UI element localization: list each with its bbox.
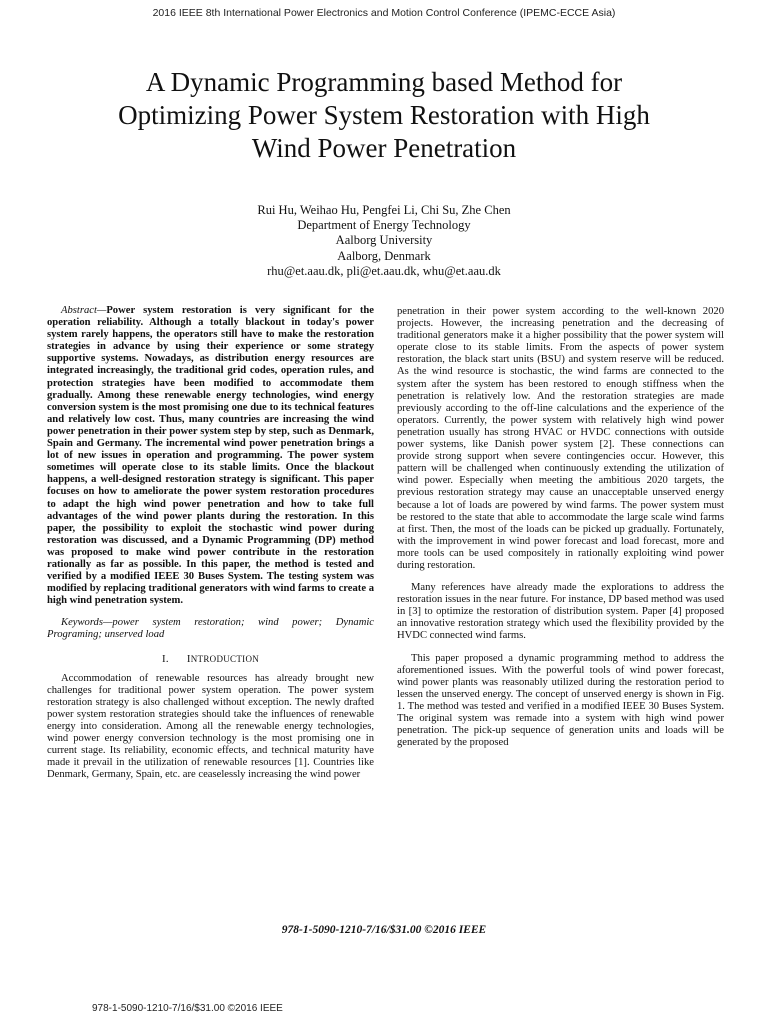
section-number: I.	[161, 652, 169, 665]
abstract-dash: —	[96, 305, 107, 316]
section-title-rest: NTRODUCTION	[190, 653, 260, 664]
page-footer: 978-1-5090-1210-7/16/$31.00 ©2016 IEEE	[92, 1003, 283, 1014]
section-heading-introduction	[47, 653, 374, 665]
author-names: Rui Hu, Weihao Hu, Pengfei Li, Chi Su, Zhe Chen	[257, 203, 511, 217]
title-line-2: Optimizing Power System Restoration with High	[118, 100, 650, 130]
author-block	[0, 203, 768, 279]
copyright-notice: 978-1-5090-1210-7/16/$31.00 ©2016 IEEE	[281, 924, 487, 936]
abstract	[47, 305, 374, 607]
section-title-initial: I	[186, 652, 191, 665]
author-department: Department of Energy Technology	[297, 218, 471, 233]
keywords: Keywords—power system restoration; wind power; Dynamic Programing; unserved load	[47, 617, 374, 641]
title-line-1: A Dynamic Programming based Method for	[145, 67, 623, 97]
author-emails: rhu@et.aau.dk, pli@et.aau.dk, whu@et.aau.dk	[267, 263, 501, 278]
right-column	[397, 306, 724, 749]
intro-paragraph-1-continued: penetration in their power system according to the well-known 2020 projects. However, the increasing penetration and the decreasing of traditional generators make it a higher possibility that the power system will operate close to its stable limits. From the aspects of power system restoration, the black start units (BSU) and system reserve will be reduced. As the wind resource is stochastic, the wind farms are connected to the system after the system has been restored to enough stiffness when the penetration is relatively low. And the restoration strategies are made previously according to the off-line calculations and the experience of the operators. Currently, the power system with relatively high wind power penetration usually has strong HVAC or HVDC connections with outside power systems, like Danish power system [2]. These connections can provide strong support when severe contingencies occur. However, this pattern will be challenged when continuously extending the utilization of wind power. Especially when meeting the ambitious 2020 targets, the previous restoration strategy may cause an unacceptable unserved energy because a lot of loads are powered by wind farms. The power system must be restored to the state that able to accommodate the large scale wind farms at first. Then, the most of the loads can be picked up gradually. Fortunately, with the improvement in wind power forecast and load forecast, more and more tools can be used compositely in rationally exploiting wind power during restoration.	[397, 306, 724, 571]
author-university: Aalborg University	[335, 233, 433, 248]
paper-title	[40, 66, 728, 165]
abstract-label: Abstract	[61, 305, 97, 316]
author-location: Aalborg, Denmark	[337, 248, 431, 263]
left-column	[47, 305, 374, 781]
intro-paragraph-1: Accommodation of renewable resources has already brought new challenges for traditional power system operation. The power system restoration strategy is also challenged without exception. The newly drafted power system restoration strategies should take the influences of renewable energy into consideration. Among all the renewable energy technologies, wind power energy conversion technology is the most promising one in current stage. Its reliability, economic effects, and technical maturity have made it prevail in the utilization of renewable resources [1]. Countries like Denmark, Germany, Spain, etc. are ceaselessly increasing the wind power	[47, 672, 374, 781]
title-line-3: Wind Power Penetration	[251, 133, 517, 163]
intro-paragraph-2: Many references have already made the explorations to address the restoration issues in the near future. For instance, DP based method was used in [3] to optimize the restoration of distribution system. Paper [4] proposed an innovative restoration strategy which used the flexibility provided by the HVDC connected wind farms.	[397, 582, 724, 642]
intro-paragraph-3: This paper proposed a dynamic programming method to address the aforementioned issues. With the powerful tools of wind power forecast, wind power plants was reasonably utilized during the restoration period to lessen the unserved energy. The concept of unserved energy is shown in Fig. 1. The method was tested and verified in a modified IEEE 30 Buses System. The original system was remade into a system with high wind power penetration. The pick-up sequence of generation units and loads will be generated by the proposed	[397, 652, 724, 749]
abstract-text: Power system restoration is very significant for the operation reliability. Although a totally blackout in today's power system rarely happens, the operators still have to make the restoration strategies in advance by using their experience or some strategy supportive systems. Nowadays, as distribution energy resources are integrated increasingly, the traditional grid codes, operation rules, and protection strategies have been modified to accommodate them gradually. Among these renewable energy technologies, wind energy conversion system is the most promising one due to its technical features and relatively low cost. Thus, many countries are increasing the wind power penetration in their power system step by step, such as Denmark, Spain and Germany. The incremental wind power penetration brings a lot of new issues in operation and programming. The power system sometimes will operate close to its stable limits. Once the blackout happens, a well-designed restoration strategy is significant. This paper focuses on how to ameliorate the power system restoration procedures to adapt the high wind power penetration and how to take full advantages of the wind power plants during the restoration. In this paper, the possibility to exploit the stochastic wind power during restoration was discussed, and a Dynamic Programming (DP) method was proposed to make wind power contribute in the restoration rationally as far as possible. In this paper, the method is tested and verified by a modified IEEE 30 Buses System. The testing system was modified by replacing traditional generators with wind farms to create a high wind penetration system.	[47, 305, 374, 607]
conference-header: 2016 IEEE 8th International Power Electronics and Motion Control Conference (IPEMC-ECCE Asia)	[152, 7, 616, 19]
